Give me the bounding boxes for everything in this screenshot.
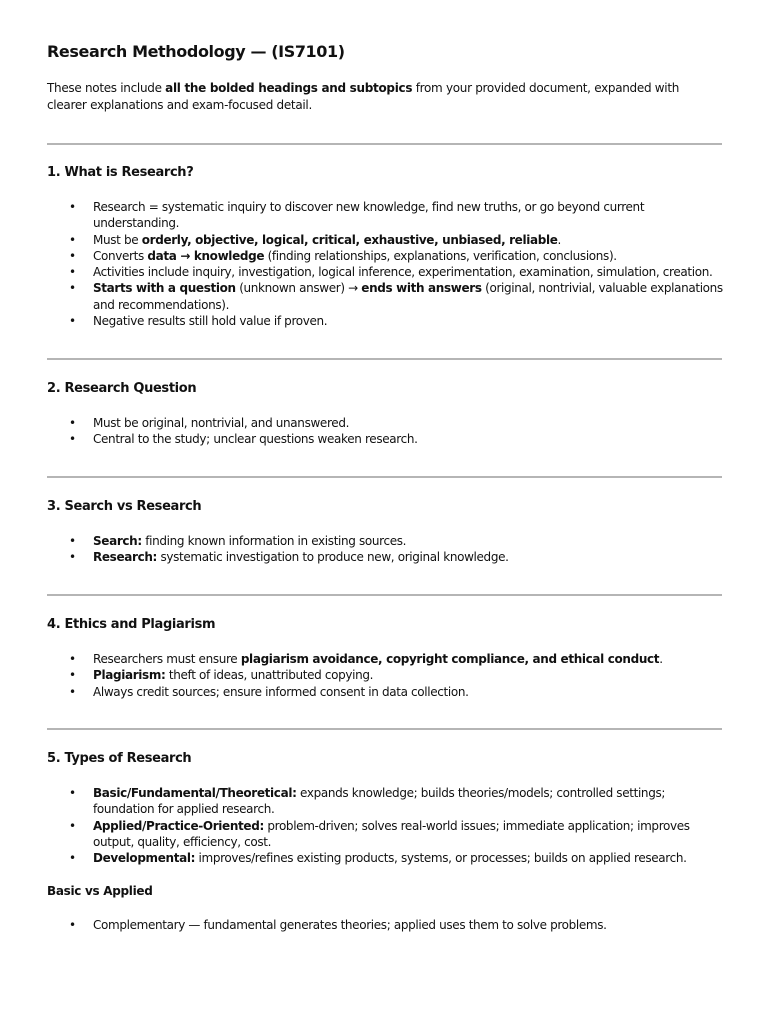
section-divider <box>47 728 722 730</box>
item-text: . <box>557 232 562 247</box>
bullet-icon: • <box>69 416 76 430</box>
subsection-heading-basic-vs-applied: Basic vs Applied <box>47 884 153 898</box>
intro-text: These notes include <box>47 81 166 95</box>
item-bold-text: Plagiarism: <box>93 668 166 683</box>
item-bold-text: plagiarism avoidance, copyright compliance, and ethical conduct <box>240 652 660 666</box>
list-item <box>69 818 723 851</box>
bullet-icon: • <box>69 314 76 329</box>
list-item <box>69 651 723 667</box>
intro-paragraph <box>47 80 722 114</box>
section-divider <box>47 594 722 596</box>
page-title: Research Methodology — (IS7101) <box>47 42 345 61</box>
bullet-icon: • <box>69 684 76 699</box>
list-item <box>69 917 723 933</box>
item-text: Research = systematic inquiry to discover new knowledge, find new truths, or go beyond current understanding. <box>93 200 645 231</box>
item-text: Converts <box>93 248 148 263</box>
section-divider <box>47 476 722 478</box>
bullet-icon: • <box>69 668 76 683</box>
list-item <box>69 264 723 280</box>
list-item <box>69 232 723 248</box>
item-bold-text: Applied/Practice-Oriented: <box>93 818 264 833</box>
section-list-types-of-research <box>69 785 723 866</box>
section-heading-types-of-research: 5. Types of Research <box>47 751 192 766</box>
bullet-icon: • <box>69 550 76 565</box>
list-item <box>69 415 723 431</box>
item-text: Must be <box>93 232 142 247</box>
list-item <box>69 785 723 818</box>
section-list-research-question <box>69 415 723 448</box>
item-text: systematic investigation to produce new, original knowledge. <box>156 550 509 565</box>
item-text: (finding relationships, explanations, verification, conclusions). <box>264 248 617 263</box>
item-bold-text: data → knowledge <box>147 248 265 263</box>
list-item <box>69 667 723 683</box>
subsection-list-basic-vs-applied <box>69 917 723 933</box>
item-bold-text: Research: <box>93 550 157 565</box>
section-list-what-is-research <box>69 199 723 329</box>
bullet-icon: • <box>69 918 76 932</box>
section-divider <box>47 358 722 360</box>
item-text: (unknown answer) → <box>235 281 362 296</box>
bullet-icon: • <box>69 851 76 866</box>
item-bold-text: orderly, objective, logical, critical, exhaustive, unbiased, reliable <box>141 232 558 247</box>
bullet-icon: • <box>69 200 76 214</box>
section-list-search-vs-research <box>69 533 723 566</box>
section-list-ethics-plagiarism <box>69 651 723 700</box>
item-text: Activities include inquiry, investigation, logical inference, experimentation, examination, simulation, creation. <box>93 265 713 280</box>
item-text: (original, nontrivial, valuable explanations and recommendations). <box>93 281 723 312</box>
list-item <box>69 313 723 329</box>
bullet-icon: • <box>69 534 76 548</box>
item-text: Negative results still hold value if proven. <box>93 314 328 329</box>
item-bold-text: Starts with a question <box>93 281 236 296</box>
list-item <box>69 850 723 866</box>
intro-text-end: from your provided document, expanded with clearer explanations and exam-focused detail. <box>47 81 680 112</box>
bullet-icon: • <box>69 265 76 280</box>
item-bold-text: Basic/Fundamental/Theoretical: <box>93 786 297 800</box>
item-text: . <box>659 652 663 666</box>
section-divider <box>47 143 722 145</box>
list-item <box>69 248 723 264</box>
bullet-icon: • <box>69 652 76 666</box>
item-text: theft of ideas, unattributed copying. <box>165 668 374 683</box>
item-text: expands knowledge; builds theories/models; controlled settings; foundation for applied research. <box>93 786 666 817</box>
bullet-icon: • <box>69 248 76 263</box>
item-text: Complementary — fundamental generates theories; applied uses them to solve problems. <box>93 918 607 932</box>
item-text: Researchers must ensure <box>93 652 241 666</box>
list-item <box>69 533 723 549</box>
item-bold-text: ends with answers <box>361 281 482 296</box>
section-heading-ethics-plagiarism: 4. Ethics and Plagiarism <box>47 617 216 632</box>
section-heading-search-vs-research: 3. Search vs Research <box>47 499 202 514</box>
intro-bold-text: all the bolded headings and subtopics <box>165 81 413 95</box>
bullet-icon: • <box>69 232 76 247</box>
list-item <box>69 684 723 700</box>
item-bold-text: Search: <box>93 534 142 548</box>
section-heading-what-is-research: 1. What is Research? <box>47 165 194 180</box>
item-text: Central to the study; unclear questions weaken research. <box>93 432 418 447</box>
item-text: finding known information in existing sources. <box>141 534 407 548</box>
bullet-icon: • <box>69 818 76 833</box>
bullet-icon: • <box>69 786 76 800</box>
bullet-icon: • <box>69 432 76 447</box>
list-item <box>69 199 723 232</box>
item-bold-text: Developmental: <box>93 851 196 866</box>
item-text: problem-driven; solves real-world issues; immediate application; improves output, quality, efficiency, cost. <box>93 818 690 849</box>
section-heading-research-question: 2. Research Question <box>47 381 197 396</box>
list-item <box>69 431 723 447</box>
bullet-icon: • <box>69 281 76 296</box>
list-item <box>69 280 723 313</box>
item-text: Always credit sources; ensure informed consent in data collection. <box>93 684 469 699</box>
item-text: improves/refines existing products, systems, or processes; builds on applied research. <box>195 851 687 866</box>
item-text: Must be original, nontrivial, and unanswered. <box>93 416 350 430</box>
list-item <box>69 549 723 565</box>
